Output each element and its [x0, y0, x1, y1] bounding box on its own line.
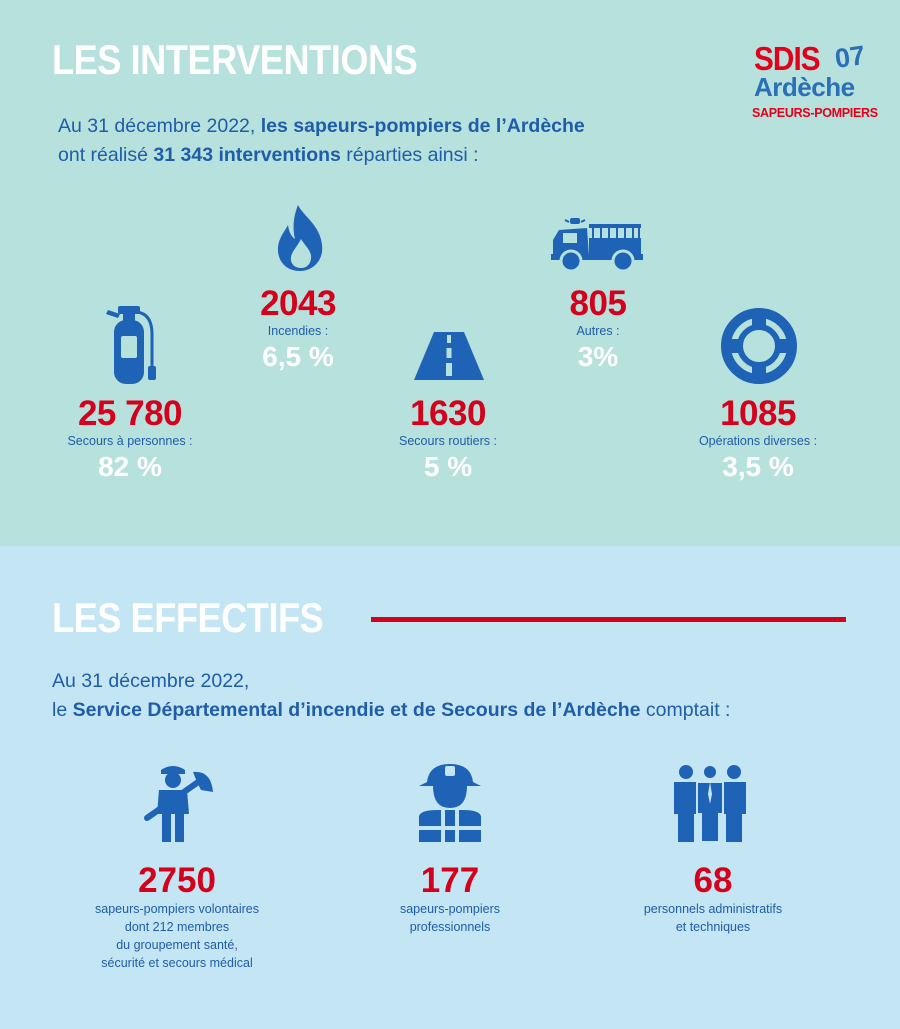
- effectif-volontaires: [62, 862, 292, 972]
- stat-label: Incendies :: [267, 324, 329, 338]
- effectif-label: du groupement santé,: [116, 938, 238, 952]
- intro-bold: les sapeurs-pompiers de l’Ardèche: [260, 115, 585, 137]
- intro-bold: 31 343 interventions: [153, 144, 341, 166]
- road-icon: [414, 332, 484, 380]
- stat-percent: 6,5 %: [262, 341, 334, 372]
- interventions-title: LES INTERVENTIONS: [52, 36, 418, 83]
- staff-group-icon: [670, 764, 750, 844]
- intro-line-1: [58, 112, 585, 141]
- logo-name: Ardèche: [754, 72, 855, 102]
- fire-extinguisher-icon: [104, 304, 158, 386]
- effectifs-intro: [52, 667, 730, 725]
- intro-bold: Service Départemental d’incendie et de Secours de l’Ardèche: [72, 699, 641, 721]
- stat-value: 2043: [260, 284, 336, 323]
- stat-autres: [498, 286, 698, 374]
- stat-percent: 3,5 %: [722, 451, 794, 482]
- stat-incendies: [198, 286, 398, 374]
- sdis-logo: [752, 40, 878, 125]
- title-divider: [371, 617, 846, 622]
- effectif-administratifs: [598, 862, 828, 936]
- effectif-label: sapeurs-pompiers: [399, 902, 501, 916]
- intro-line-1: Au 31 décembre 2022,: [52, 670, 250, 692]
- effectif-label: professionnels: [409, 920, 491, 934]
- intro-text: Au 31 décembre 2022,: [58, 115, 261, 137]
- logo-number: 07: [832, 40, 867, 74]
- interventions-intro: [58, 112, 585, 170]
- effectif-label: sécurité et secours médical: [101, 956, 253, 970]
- fire-truck-icon: [551, 216, 643, 272]
- stat-percent: 5 %: [423, 451, 473, 482]
- stat-value: 1085: [720, 394, 796, 433]
- intro-line-2: [52, 696, 730, 725]
- effectif-label: et techniques: [675, 920, 751, 934]
- stat-operations-diverses: [658, 396, 858, 484]
- stat-label: Secours à personnes :: [67, 434, 193, 448]
- firefighter-axe-icon: [143, 764, 215, 844]
- stat-value: 805: [569, 284, 627, 323]
- effectif-professionnels: [335, 862, 565, 936]
- intro-text: comptait :: [640, 699, 731, 721]
- stat-label: Secours routiers :: [399, 434, 497, 448]
- effectif-value: 2750: [138, 861, 216, 900]
- stat-percent: 82 %: [98, 451, 162, 482]
- effectif-label: personnels administratifs: [643, 902, 783, 916]
- effectifs-title: LES EFFECTIFS: [52, 594, 324, 641]
- flame-icon: [274, 203, 328, 273]
- stat-secours-personnes: [30, 396, 230, 484]
- effectif-value: 177: [420, 861, 480, 900]
- effectif-label: sapeurs-pompiers volontaires: [95, 902, 259, 916]
- stat-label: Autres :: [576, 324, 620, 338]
- stat-value: 1630: [410, 394, 486, 433]
- intro-text: réparties ainsi :: [340, 144, 479, 166]
- logo-subtitle: SAPEURS-POMPIERS: [752, 106, 878, 120]
- lifebuoy-icon: [721, 308, 797, 384]
- stat-secours-routiers: [348, 396, 548, 484]
- intro-line-2: [58, 141, 585, 170]
- effectif-label: dont 212 membres: [124, 920, 230, 934]
- firefighter-helmet-icon: [415, 764, 485, 844]
- stat-value: 25 780: [77, 394, 183, 433]
- stat-percent: 3%: [577, 341, 619, 372]
- stat-label: Opérations diverses :: [698, 434, 818, 448]
- intro-text: le: [52, 699, 73, 721]
- intro-text: ont réalisé: [58, 144, 154, 166]
- effectif-value: 68: [693, 861, 733, 900]
- logo-sdis: SDIS: [754, 40, 820, 77]
